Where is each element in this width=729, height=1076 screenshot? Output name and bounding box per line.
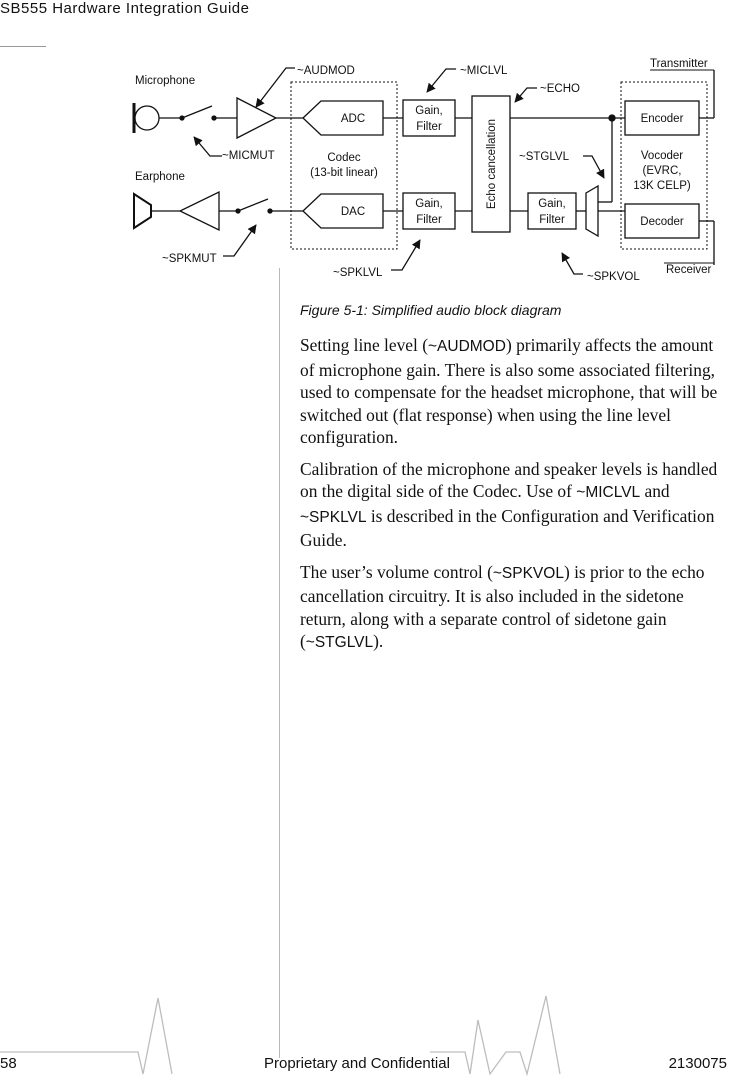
paragraph-volume: The user’s volume control (~SPKVOL) is prior to the echo cancellation circuitry. It is also included in the sidetone return, along with a separate control of sidetone gain (~STGLVL). bbox=[300, 561, 705, 651]
spk-gain-label-2: Filter bbox=[416, 214, 442, 226]
signal-audmod: ~AUDMOD bbox=[427, 338, 506, 355]
sidetone-gain-label-1: Gain, bbox=[538, 198, 566, 210]
page-header: SB555 Hardware Integration Guide bbox=[0, 0, 250, 17]
signal-stglvl: ~STGLVL bbox=[305, 634, 374, 651]
sidetone-gain-label-2: Filter bbox=[539, 214, 565, 226]
paragraph-line-level: Setting line level (~AUDMOD) primarily affects the amount of microphone gain. There is also some associated filtering, used to compensate for the headset microphone, that will be switched out (flat response) when using the line level configuration. bbox=[300, 335, 718, 447]
echo-cancellation-label: Echo cancellation bbox=[486, 118, 498, 210]
spk-mute-switch bbox=[236, 199, 272, 213]
echo-label: ~ECHO bbox=[540, 83, 580, 95]
decoder-label: Decoder bbox=[640, 216, 684, 228]
codec-detail-label: (13-bit linear) bbox=[310, 167, 378, 179]
dac-label: DAC bbox=[340, 206, 366, 218]
vocoder-evrc-label: (EVRC, bbox=[642, 165, 682, 177]
volume-control bbox=[586, 186, 598, 236]
mic-gain-label-2: Filter bbox=[416, 121, 442, 133]
encoder-label: Encoder bbox=[640, 113, 684, 125]
spkvol-label: ~SPKVOL bbox=[587, 271, 640, 280]
footer-confidential: Proprietary and Confidential bbox=[264, 1055, 450, 1072]
audmod-label: ~AUDMOD bbox=[297, 65, 355, 77]
miclvl-label: ~MICLVL bbox=[460, 65, 508, 77]
page-number: 58 bbox=[0, 1055, 17, 1072]
spk-gain-label-1: Gain, bbox=[415, 198, 443, 210]
microphone-icon bbox=[134, 103, 159, 133]
micmut-label: ~MICMUT bbox=[222, 150, 275, 162]
vocoder-celp-label: 13K CELP) bbox=[633, 180, 691, 192]
signal-spklvl: ~SPKLVL bbox=[300, 508, 367, 526]
signal-miclvl: ~MICLVL bbox=[576, 484, 641, 501]
mic-gain-label-1: Gain, bbox=[415, 105, 443, 117]
codec-label: Codec bbox=[327, 152, 361, 164]
transmitter-label: Transmitter bbox=[650, 58, 708, 70]
audio-block-diagram bbox=[0, 40, 729, 280]
body-text bbox=[300, 334, 728, 664]
doc-number: 2130075 bbox=[668, 1055, 727, 1072]
margin-rule bbox=[279, 268, 280, 1058]
figure-caption: Figure 5-1: Simplified audio block diagram bbox=[300, 302, 562, 318]
receiver-label: Receiver bbox=[666, 264, 712, 276]
vocoder-label: Vocoder bbox=[640, 150, 684, 162]
signal-spkvol: ~SPKVOL bbox=[492, 564, 564, 582]
earphone-label: Earphone bbox=[135, 171, 185, 183]
microphone-label: Microphone bbox=[135, 75, 196, 87]
adc-label: ADC bbox=[340, 113, 366, 125]
earphone-icon bbox=[134, 194, 151, 228]
mic-amplifier bbox=[237, 98, 276, 138]
spklvl-label: ~SPKLVL bbox=[333, 267, 383, 279]
speaker-amplifier bbox=[180, 192, 219, 230]
paragraph-calibration: Calibration of the microphone and speaker levels is handled on the digital side of the Codec. Use of ~MICLVL and ~SPKLVL is described in the Configuration and Verification Guide. bbox=[300, 458, 718, 550]
stglvl-label: ~STGLVL bbox=[519, 151, 569, 163]
spkmut-label: ~SPKMUT bbox=[162, 253, 217, 265]
mic-mute-switch bbox=[180, 106, 216, 120]
